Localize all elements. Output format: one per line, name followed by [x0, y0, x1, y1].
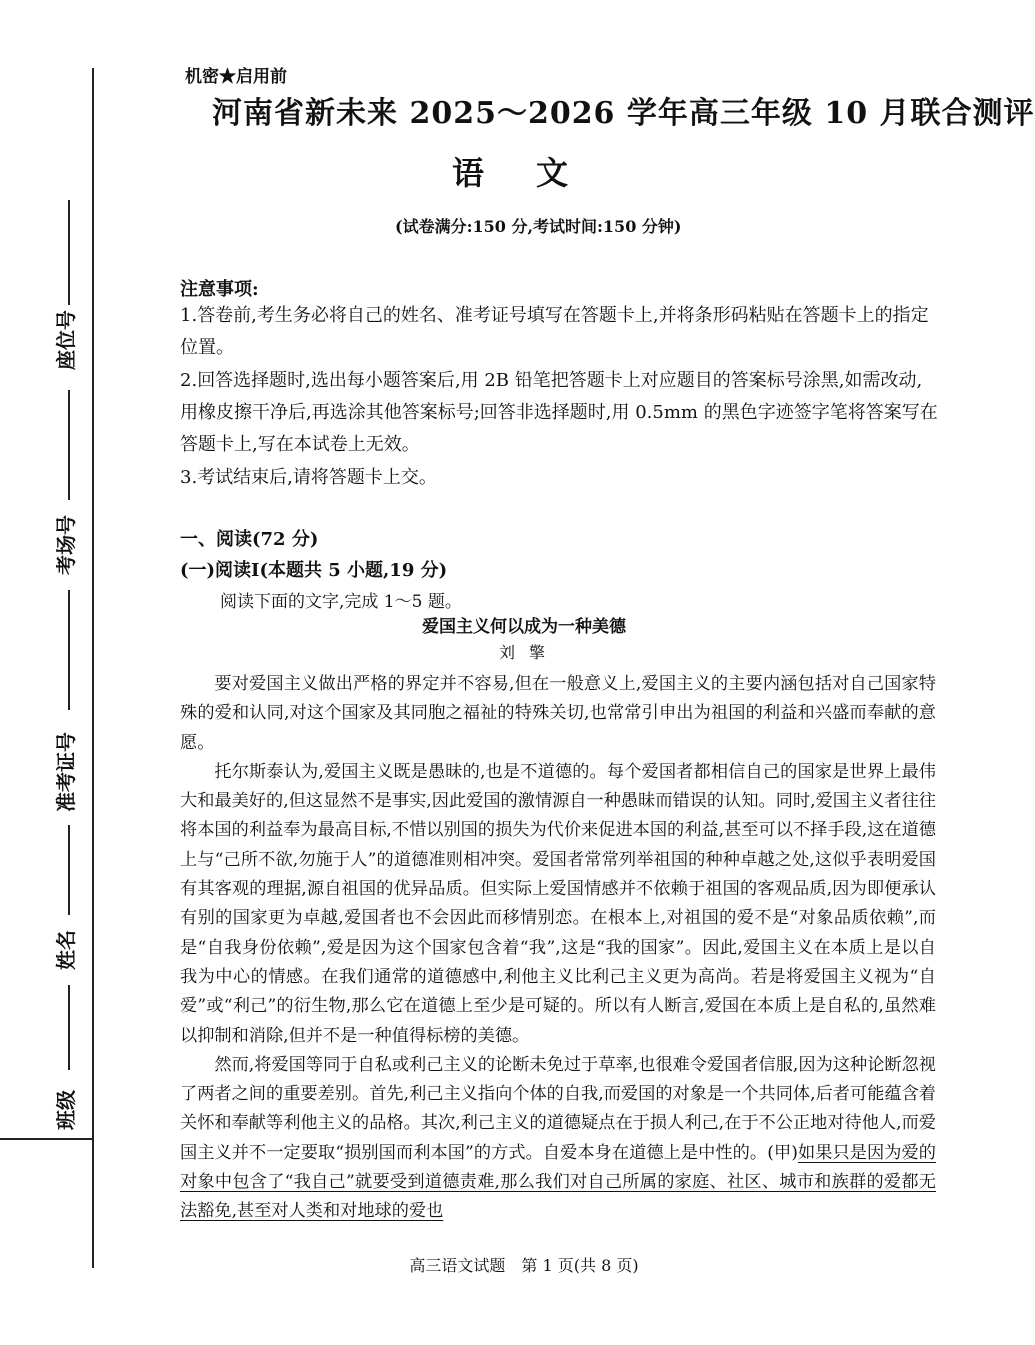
subsection-title: (一)阅读Ⅰ(本题共 5 小题,19 分) — [180, 560, 448, 581]
room-number-line — [68, 390, 70, 500]
ticket-number-label: 准考证号 — [54, 732, 78, 812]
notice-number: 1. — [180, 305, 198, 326]
notice-number: 3. — [180, 467, 198, 488]
underlined-sentence: 如果只是因为爱的对象中包含了“我自己”就要受到道德责难,那么我们对自己所属的家庭、社区、城市和族群的爱都无法豁免,甚至对人类和对地球的爱也 — [180, 1142, 936, 1222]
page-footer: 高三语文试题 第 1 页(共 8 页) — [409, 1256, 639, 1275]
article-paragraph — [180, 1051, 936, 1227]
binding-cutline — [0, 1138, 92, 1140]
notice-item — [180, 462, 940, 494]
notice-title: 注意事项: — [180, 279, 259, 300]
name-label: 姓名 — [54, 930, 78, 970]
notice-text: 答卷前,考生务必将自己的姓名、准考证号填写在答题卡上,并将条形码粘贴在答题卡上的指定位置。 — [180, 305, 929, 358]
notice-item — [180, 365, 940, 461]
exam-title: 河南省新未来 2025～2026 学年高三年级 10 月联合测评 — [212, 96, 1035, 131]
article-paragraph: 托尔斯泰认为,爱国主义既是愚昧的,也是不道德的。每个爱国者都相信自己的国家是世界上最伟大和最美好的,但这显然不是事实,因此爱国的激情源自一种愚昧而错误的认知。同时,爱国主义者往往将本国的利益奉为最高目标,不惜以别国的损失为代价来促进本国的利益,甚至可以不择手段,这在道德上与“己所不欲,勿施于人”的道德准则相冲突。爱国者常常列举祖国的种种卓越之处,这似乎表明爱国有其客观的理据,源自祖国的优异品质。但实际上爱国情感并不依赖于祖国的客观品质,因为即便承认有别的国家更为卓越,爱国者也不会因此而移情别恋。在根本上,对祖国的爱不是“对象品质依赖”,而是“自我身份依赖”,爱是因为这个国家包含着“我”,这是“我的国家”。因此,爱国主义在本质上是以自我为中心的情感。在我们通常的道德感中,利他主义比利己主义更为高尚。若是将爱国主义视为“自爱”或“利己”的衍生物,那么它在道德上至少是可疑的。所以有人断言,爱国在本质上是自私的,虽然难以抑制和消除,但并不是一种值得标榜的美德。 — [180, 761, 936, 1046]
notice-text: 考试结束后,请将答题卡上交。 — [197, 467, 437, 488]
notice-item — [180, 300, 940, 364]
paragraph-text: 然而,将爱国等同于自私或利己主义的论断未免过于草率,也很难令爱国者信服,因为这种论断忽视了两者之间的重要差别。首先,利己主义指向个体的自我,而爱国的对象是一个共同体,后者可能蕴含着关怀和奉献等利他主义的品格。其次,利己主义的道德疑点在于损人利己,在于不公正地对待他人,而爱国主义并不一定要取“损别国而利本国”的方式。自爱本身在道德上是中性的。 — [180, 1054, 936, 1163]
notice-number: 2. — [180, 370, 198, 391]
seat-number-label: 座位号 — [54, 310, 78, 370]
seat-number-line — [68, 200, 70, 305]
confidential-mark: 机密★启用前 — [185, 67, 287, 87]
article-author: 刘擎 — [498, 643, 559, 662]
marker-jia: (甲) — [767, 1142, 798, 1163]
exam-room-label: 考场号 — [54, 515, 78, 575]
class-label: 班级 — [54, 1090, 78, 1130]
exam-info: (试卷满分:150 分,考试时间:150 分钟) — [395, 217, 682, 236]
article-title: 爱国主义何以成为一种美德 — [422, 617, 626, 637]
reading-instruction: 阅读下面的文字,完成 1～5 题。 — [220, 592, 462, 612]
binding-line — [92, 68, 94, 1268]
ticket-number-line — [68, 825, 70, 915]
room-number-line-lower — [68, 590, 70, 710]
article-paragraph: 要对爱国主义做出严格的界定并不容易,但在一般意义上,爱国主义的主要内涵包括对自己国家特殊的爱和认同,对这个国家及其同胞之福祉的特殊关切,也常常引申出为祖国的利益和兴盛而奉献的意愿。 — [180, 674, 936, 753]
section-title: 一、阅读(72 分) — [180, 529, 319, 550]
name-line — [68, 985, 70, 1070]
notice-text: 回答选择题时,选出每小题答案后,用 2B 铅笔把答题卡上对应题目的答案标号涂黑,如需改动,用橡皮擦干净后,再选涂其他答案标号;回答非选择题时,用 0.5mm 的黑色字迹签字笔将答案写在答题卡上,写在本试卷上无效。 — [180, 370, 938, 455]
article-body — [180, 670, 936, 1227]
subject-title: 语文 — [451, 154, 620, 192]
